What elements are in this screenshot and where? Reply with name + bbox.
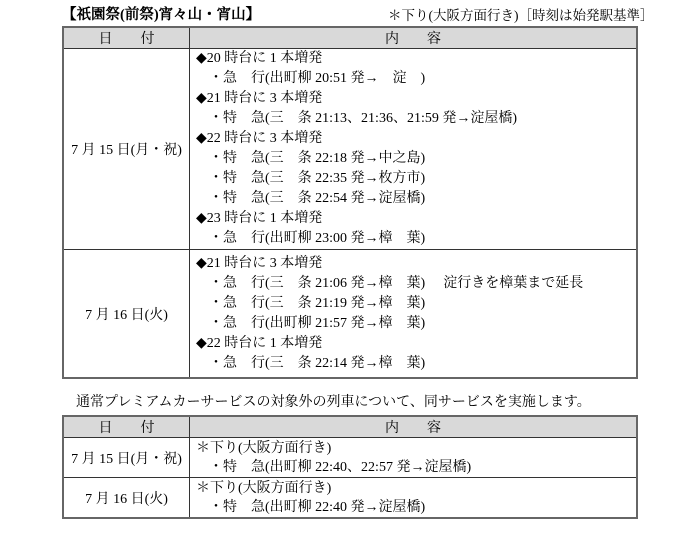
extension-note: 淀行きを樟葉まで延長 [443,275,584,291]
premium-car-service-table [62,415,638,519]
train-item-text: ・急 行(三 条 21:06 発→樟 葉) [209,275,426,291]
schedule-content-cell [190,49,636,249]
train-item: ・急 行(三 条 22:14 発→樟 葉) [209,355,426,371]
content-column-header: 内 容 [385,32,441,47]
timeslot-heading: ◆21 時台に 3 本増発 [196,255,323,271]
train-item: ・特 急(出町柳 22:40、22:57 発→淀屋橋) [209,459,472,475]
timeslot-heading: ◆21 時台に 3 本増発 [196,91,323,106]
date-cell: 7 月 15 日(月・祝) [64,438,190,477]
section-title: 【祇園祭(前祭)宵々山・宵山】 [62,7,261,23]
table-row-july15 [64,437,636,477]
direction-time-note: ＊下り(大阪方面行き)［時刻は始発駅基準］ [388,8,654,23]
table-row-july16 [64,249,636,377]
date-cell: 7 月 15 日(月・祝) [64,49,190,249]
train-item: ・特 急(三 条 22:35 発→枚方市) [209,171,426,186]
timeslot-heading: ◆23 時台に 1 本増発 [196,211,323,226]
direction-heading: ＊下り(大阪方面行き) [196,440,332,456]
table-row-july16 [64,477,636,517]
date-column-header: 日 付 [64,28,190,48]
train-item: ・特 急(三 条 22:54 発→淀屋橋) [209,191,426,206]
timeslot-heading: ◆22 時台に 3 本増発 [196,131,323,146]
train-item: ・急 行(出町柳 21:57 発→樟 葉) [209,315,426,331]
direction-heading: ＊下り(大阪方面行き) [196,480,332,496]
timeslot-heading: ◆22 時台に 1 本増発 [196,335,323,351]
date-column-header: 日 付 [64,417,190,437]
train-item: ・特 急(三 条 21:13、21:36、21:59 発→淀屋橋) [209,111,517,126]
date-cell: 7 月 16 日(火) [64,250,190,377]
content-column-header: 内 容 [385,421,441,436]
table-row-july15 [64,48,636,249]
timeslot-heading: ◆20 時台に 1 本増発 [196,51,323,66]
train-item: ・急 行(出町柳 23:00 発→樟 葉) [209,231,426,246]
train-item [190,274,636,294]
table-header-row [64,417,636,437]
train-item: ・特 急(出町柳 22:40 発→淀屋橋) [209,499,426,515]
table-header-row [64,28,636,48]
train-item: ・急 行(三 条 21:19 発→樟 葉) [209,295,426,311]
train-item: ・特 急(三 条 22:18 発→中之島) [209,151,426,166]
date-cell: 7 月 16 日(火) [64,478,190,517]
schedule-content-cell [190,250,636,377]
festival-extra-train-table [62,26,638,379]
document-header [62,3,654,23]
schedule-content-cell [190,478,636,517]
premium-car-service-note: 通常プレミアムカーサービスの対象外の列車について、同サービスを実施します。 [76,395,591,410]
train-item: ・急 行(出町柳 20:51 発→ 淀 ) [209,71,426,86]
schedule-content-cell [190,438,636,477]
